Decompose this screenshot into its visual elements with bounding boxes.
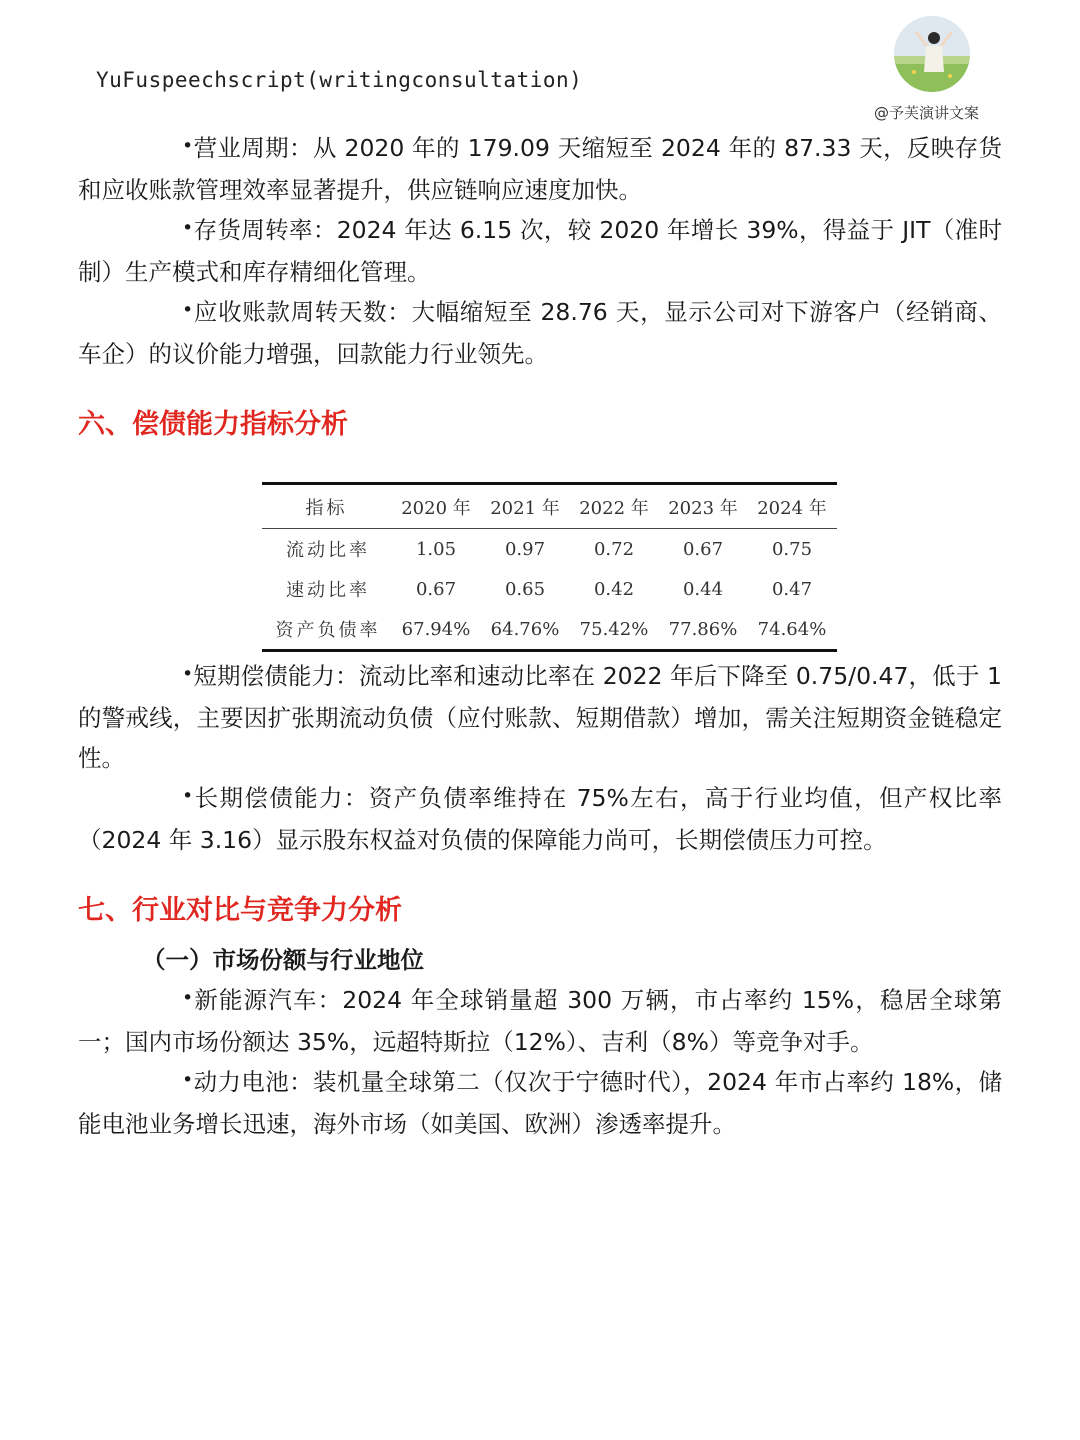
author-handle: @予芙演讲文案 — [874, 104, 980, 122]
bullet-receivable-days — [78, 292, 1002, 374]
bullet-dot: • — [182, 785, 194, 807]
table-cell: 1.05 — [415, 538, 457, 560]
bullet-dot: • — [182, 217, 194, 239]
bullet-text: 应收账款周转天数：大幅缩短至 28.76 天，显示公司对下游客户（经销商、车企）的议价能力增强，回款能力行业领先。 — [78, 298, 1002, 368]
table-cell: 0.72 — [593, 538, 635, 560]
table-header-cell: 2023 年 — [659, 484, 748, 529]
table-cell: 74.64% — [757, 618, 827, 640]
bullet-text: 新能源汽车：2024 年全球销量超 300 万辆，市占率约 15%，稳居全球第一；国内市场份额达 35%，远超特斯拉（12%）、吉利（8%）等竞争对手。 — [78, 986, 1002, 1056]
bullet-dot: • — [182, 663, 194, 685]
solvency-table-wrap — [78, 482, 1002, 652]
table-header-row — [262, 484, 837, 529]
bullet-text: 长期偿债能力：资产负债率维持在 75%左右，高于行业均值，但产权比率（2024 年 3.16）显示股东权益对负债的保障能力尚可，长期偿债压力可控。 — [78, 784, 1002, 854]
bullet-power-battery — [78, 1062, 1002, 1144]
section-6-title: 六、偿债能力指标分析 — [78, 409, 348, 440]
bullet-text: 营业周期：从 2020 年的 179.09 天缩短至 2024 年的 87.33 天，反映存货和应收账款管理效率显著提升，供应链响应速度加快。 — [78, 134, 1002, 204]
table-cell: 0.47 — [771, 578, 813, 600]
table-cell: 0.75 — [771, 538, 813, 560]
bullet-text: 动力电池：装机量全球第二（仅次于宁德时代），2024 年市占率约 18%，储能电池业务增长迅速，海外市场（如美国、欧洲）渗透率提升。 — [78, 1068, 1002, 1138]
table-cell: 0.44 — [682, 578, 724, 600]
table-header-cell: 2021 年 — [481, 484, 570, 529]
solvency-table — [262, 482, 837, 652]
bullet-inventory-turnover — [78, 210, 1002, 292]
table-cell: 0.67 — [682, 538, 724, 560]
table-cell: 64.76% — [490, 618, 560, 640]
avatar-illustration — [894, 16, 970, 92]
avatar — [894, 16, 970, 92]
bullet-dot: • — [182, 135, 194, 157]
table-row — [262, 609, 837, 651]
bullet-long-term-solvency — [78, 778, 1002, 860]
table-cell: 77.86% — [668, 618, 738, 640]
bullet-operating-cycle — [78, 128, 1002, 210]
table-cell: 0.65 — [504, 578, 546, 600]
table-cell-label: 速动比率 — [286, 580, 370, 601]
bullet-short-term-solvency — [78, 656, 1002, 778]
table-row — [262, 529, 837, 570]
table-row — [262, 569, 837, 609]
document-body — [78, 128, 1002, 1144]
brand-watermark: YuFuspeechscript(writingconsultation) — [96, 68, 583, 92]
section-7-title: 七、行业对比与竞争力分析 — [78, 895, 402, 926]
table-cell-label: 流动比率 — [286, 540, 370, 561]
table-cell: 0.67 — [415, 578, 457, 600]
bullet-nev-market-share — [78, 980, 1002, 1062]
table-cell-label: 资产负债率 — [275, 620, 381, 641]
table-header-cell: 指标 — [262, 484, 392, 529]
bullet-dot: • — [182, 1069, 194, 1091]
table-header-cell: 2024 年 — [748, 484, 837, 529]
table-header-cell: 2022 年 — [570, 484, 659, 529]
bullet-dot: • — [182, 299, 194, 321]
table-cell: 75.42% — [579, 618, 649, 640]
table-header-cell: 2020 年 — [392, 484, 481, 529]
table-cell: 0.97 — [504, 538, 546, 560]
bullet-dot: • — [182, 987, 194, 1009]
bullet-text: 存货周转率：2024 年达 6.15 次，较 2020 年增长 39%，得益于 JIT（准时制）生产模式和库存精细化管理。 — [78, 216, 1002, 286]
table-cell: 67.94% — [401, 618, 471, 640]
bullet-text: 短期偿债能力：流动比率和速动比率在 2022 年后下降至 0.75/0.47，低于 1 的警戒线，主要因扩张期流动负债（应付账款、短期借款）增加，需关注短期资金链稳定性。 — [78, 662, 1002, 772]
table-cell: 0.42 — [593, 578, 635, 600]
section-7-subtitle: （一）市场份额与行业地位 — [142, 946, 424, 974]
